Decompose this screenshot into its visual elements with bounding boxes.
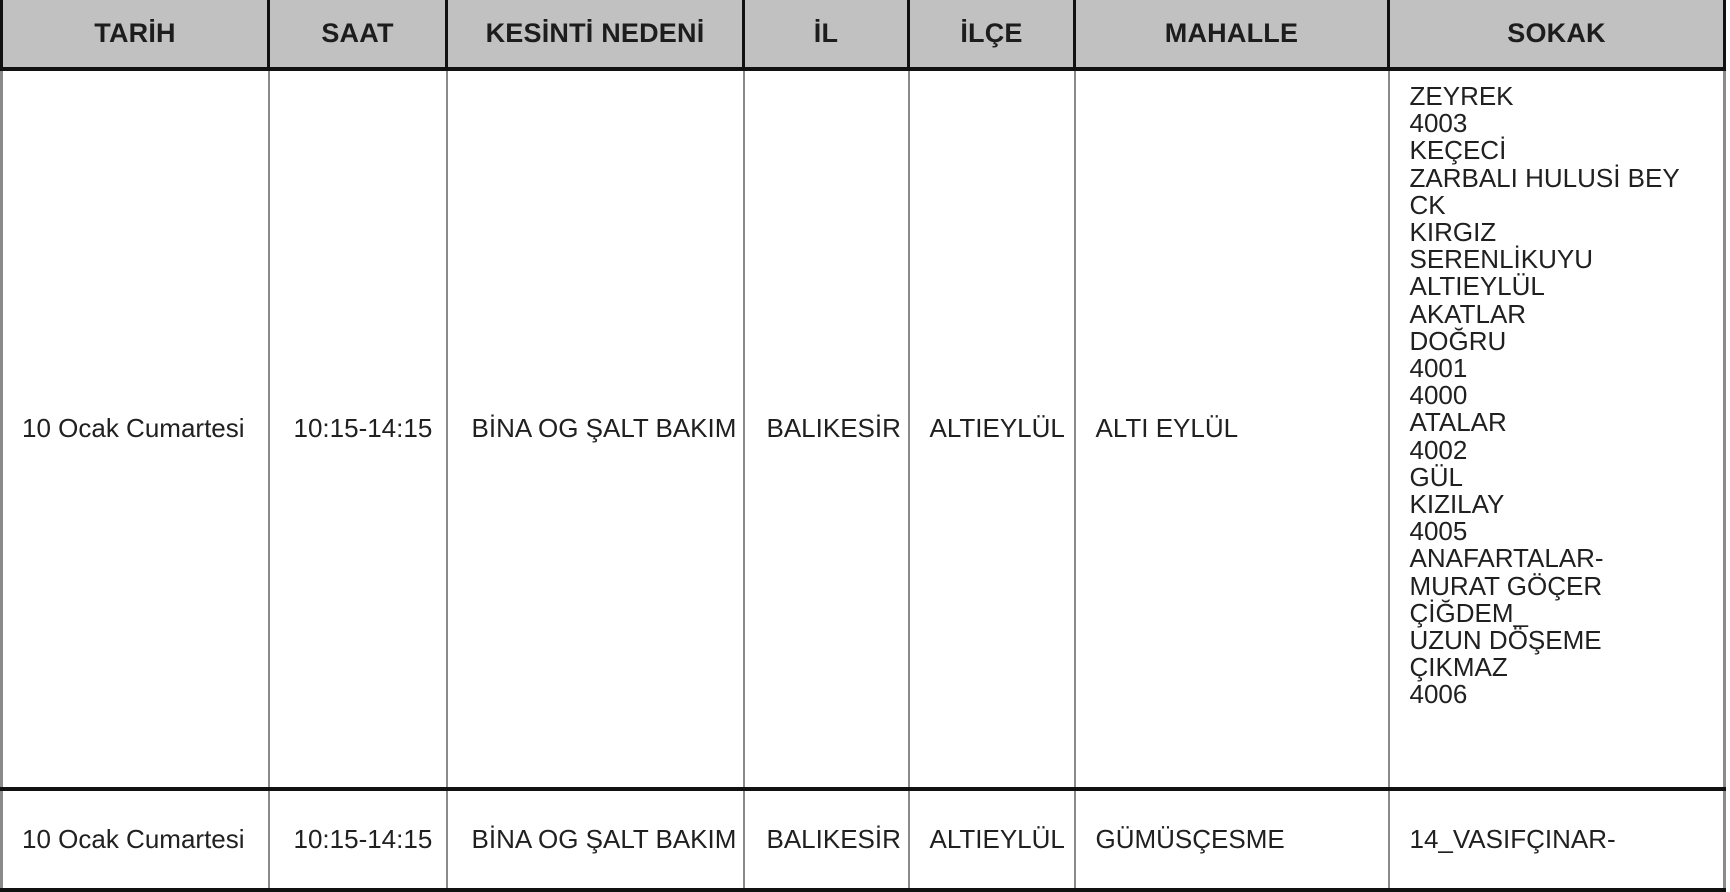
street-name: KIZILAY (1409, 489, 1505, 520)
column-header-ilce[interactable]: İLÇE (909, 0, 1075, 69)
table-header (2, 0, 1725, 69)
street-name: AKATLAR (1409, 298, 1527, 329)
street-name: 4001 (1409, 353, 1468, 384)
cell-tarih: 10 Ocak Cumartesi (2, 69, 269, 789)
street-name: 14_VASIFÇINAR- (1409, 824, 1616, 855)
street-name: ÇIKMAZ (1409, 652, 1508, 683)
street-name: ZEYREK (1409, 81, 1514, 111)
street-name: MURAT GÖÇER (1409, 570, 1603, 601)
column-header-sokak[interactable]: SOKAK (1389, 0, 1725, 69)
cell-kesinti-nedeni: BİNA OG ŞALT BAKIM (447, 789, 744, 890)
cell-il: BALIKESİR (744, 69, 909, 789)
table-row (2, 789, 1725, 890)
street-name: ZARBALI HULUSİ BEY (1409, 162, 1680, 193)
street-name: UZUN DÖŞEME (1409, 625, 1602, 656)
column-header-saat[interactable]: SAAT (269, 0, 447, 69)
street-list (1410, 83, 1724, 709)
column-header-il[interactable]: İL (744, 0, 909, 69)
cell-sokak (1389, 789, 1725, 890)
street-name: ANAFARTALAR- (1409, 543, 1604, 574)
street-name: KEÇECİ (1409, 135, 1507, 166)
street-name: ALTIEYLÜL (1409, 271, 1545, 302)
cell-ilce: ALTIEYLÜL (909, 69, 1075, 789)
cell-saat: 10:15-14:15 (269, 69, 447, 789)
street-name: GÜL (1409, 461, 1463, 492)
cell-saat: 10:15-14:15 (269, 789, 447, 890)
cell-sokak (1389, 69, 1725, 789)
street-name: ATALAR (1409, 407, 1507, 438)
table-header-row (2, 0, 1725, 69)
street-name: SERENLİKUYU (1409, 244, 1593, 275)
cell-tarih: 10 Ocak Cumartesi (2, 789, 269, 890)
street-name: 4003 (1409, 108, 1468, 139)
table-body (2, 69, 1725, 890)
street-name: 4002 (1409, 434, 1468, 465)
cell-mahalle: GÜMÜSÇESME (1075, 789, 1389, 890)
street-name: 4000 (1409, 380, 1468, 411)
street-name: KIRGIZ (1409, 217, 1497, 248)
street-name: DOĞRU (1409, 325, 1507, 356)
cell-kesinti-nedeni: BİNA OG ŞALT BAKIM (447, 69, 744, 789)
column-header-mahalle[interactable]: MAHALLE (1075, 0, 1389, 69)
column-header-tarih[interactable]: TARİH (2, 0, 269, 69)
street-name: 4006 (1409, 679, 1468, 710)
street-name: 4005 (1409, 516, 1468, 547)
street-name: ÇİĞDEM_ (1409, 597, 1528, 628)
column-header-kesinti-nedeni[interactable]: KESİNTİ NEDENİ (447, 0, 744, 69)
cell-ilce: ALTIEYLÜL (909, 789, 1075, 890)
street-name: CK (1409, 189, 1446, 220)
cell-mahalle: ALTI EYLÜL (1075, 69, 1389, 789)
cell-il: BALIKESİR (744, 789, 909, 890)
table-row (2, 69, 1725, 789)
street-list (1410, 825, 1724, 854)
